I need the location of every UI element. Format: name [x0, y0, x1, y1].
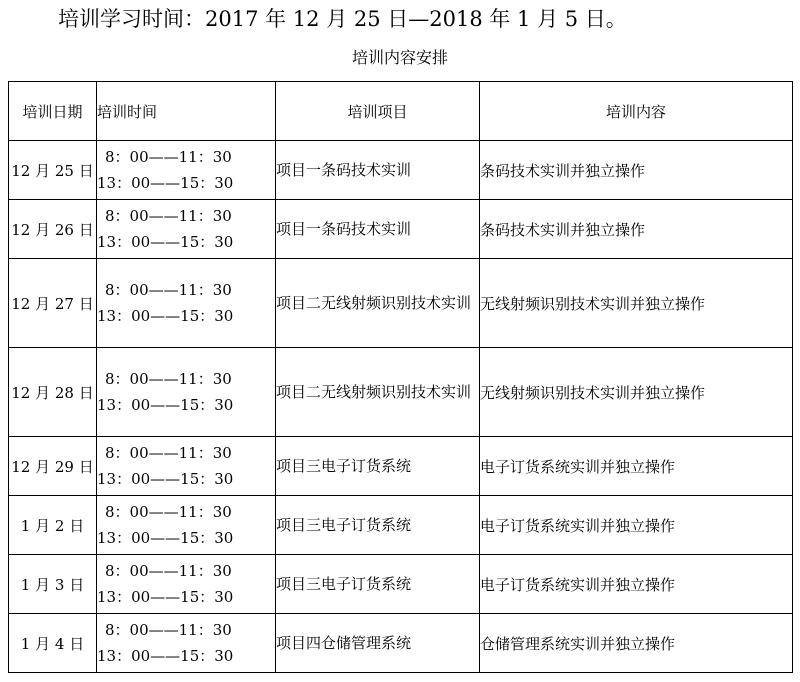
morning-time: 8：00——11：30 [105, 370, 232, 388]
content-cell: 电子订货系统实训并独立操作 [480, 555, 793, 614]
project-cell: 项目三电子订货系统 [276, 496, 480, 555]
time-cell [97, 496, 276, 555]
date-cell: 1 月 4 日 [9, 614, 97, 673]
date-cell: 1 月 2 日 [9, 496, 97, 555]
morning-time: 8：00——11：30 [105, 621, 232, 639]
afternoon-time: 13：00——15：30 [97, 396, 234, 414]
table-title: 培训内容安排 [351, 48, 448, 67]
table-row [9, 555, 793, 614]
table-row [9, 614, 793, 673]
morning-time: 8：00——11：30 [105, 148, 232, 166]
morning-time: 8：00——11：30 [105, 281, 232, 299]
date-cell: 12 月 29 日 [9, 437, 97, 496]
morning-time: 8：00——11：30 [105, 503, 232, 521]
project-cell: 项目一条码技术实训 [276, 141, 480, 200]
date-cell: 12 月 25 日 [9, 141, 97, 200]
project-cell: 项目三电子订货系统 [276, 437, 480, 496]
afternoon-time: 13：00——15：30 [97, 588, 234, 606]
project-cell: 项目二无线射频识别技术实训 [276, 259, 480, 348]
morning-time: 8：00——11：30 [105, 562, 232, 580]
content-cell: 电子订货系统实训并独立操作 [480, 437, 793, 496]
morning-time: 8：00——11：30 [105, 444, 232, 462]
time-cell [97, 437, 276, 496]
time-cell [97, 555, 276, 614]
date-cell: 1 月 3 日 [9, 555, 97, 614]
table-row [9, 348, 793, 437]
afternoon-time: 13：00——15：30 [97, 529, 234, 547]
project-cell: 项目四仓储管理系统 [276, 614, 480, 673]
time-cell [97, 200, 276, 259]
header-project: 培训项目 [276, 82, 480, 141]
time-cell [97, 259, 276, 348]
training-schedule-table [8, 81, 793, 673]
table-row [9, 437, 793, 496]
date-cell: 12 月 28 日 [9, 348, 97, 437]
header-date: 培训日期 [9, 82, 97, 141]
afternoon-time: 13：00——15：30 [97, 470, 234, 488]
content-cell: 仓储管理系统实训并独立操作 [480, 614, 793, 673]
table-row [9, 141, 793, 200]
content-cell: 条码技术实训并独立操作 [480, 200, 793, 259]
table-header-row [9, 82, 793, 141]
afternoon-time: 13：00——15：30 [97, 647, 234, 665]
content-cell: 无线射频识别技术实训并独立操作 [480, 348, 793, 437]
document-heading: 培训学习时间：2017 年 12 月 25 日—2018 年 1 月 5 日。 [58, 7, 627, 31]
time-cell [97, 348, 276, 437]
content-cell: 无线射频识别技术实训并独立操作 [480, 259, 793, 348]
morning-time: 8：00——11：30 [105, 207, 232, 225]
table-row [9, 259, 793, 348]
time-cell [97, 141, 276, 200]
afternoon-time: 13：00——15：30 [97, 174, 234, 192]
content-cell: 条码技术实训并独立操作 [480, 141, 793, 200]
header-time: 培训时间 [97, 82, 276, 141]
table-row [9, 496, 793, 555]
project-cell: 项目二无线射频识别技术实训 [276, 348, 480, 437]
afternoon-time: 13：00——15：30 [97, 307, 234, 325]
date-cell: 12 月 26 日 [9, 200, 97, 259]
table-row [9, 200, 793, 259]
afternoon-time: 13：00——15：30 [97, 233, 234, 251]
project-cell: 项目一条码技术实训 [276, 200, 480, 259]
header-content: 培训内容 [480, 82, 793, 141]
date-cell: 12 月 27 日 [9, 259, 97, 348]
project-cell: 项目三电子订货系统 [276, 555, 480, 614]
content-cell: 电子订货系统实训并独立操作 [480, 496, 793, 555]
time-cell [97, 614, 276, 673]
